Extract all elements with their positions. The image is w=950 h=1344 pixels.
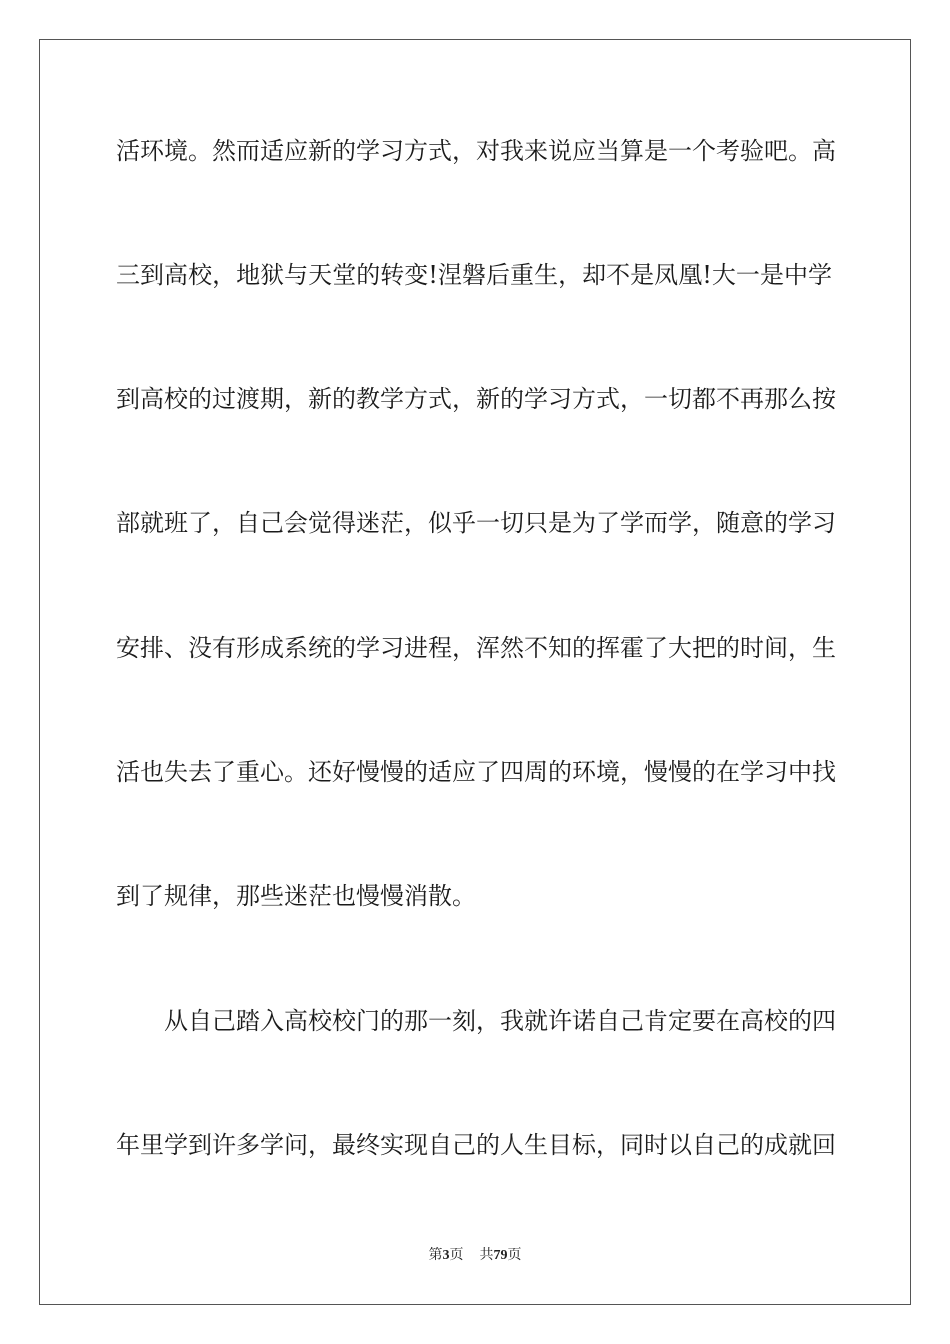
page-suffix: 页	[449, 1247, 464, 1263]
body-text-line-9: 年里学到许多学问，最终实现自己的人生目标，同时以自己的成就回	[116, 1131, 836, 1159]
total-prefix: 共	[479, 1247, 494, 1263]
body-text-line-3: 到高校的过渡期，新的教学方式，新的学习方式，一切都不再那么按	[116, 385, 836, 413]
page-prefix: 第	[428, 1247, 443, 1263]
total-suffix: 页	[507, 1247, 522, 1263]
body-text-line-2: 三到高校，地狱与天堂的转变!涅磐后重生，却不是凤凰!大一是中学	[116, 261, 832, 289]
page-number: 3	[442, 1248, 450, 1263]
body-text-line-4: 部就班了，自己会觉得迷茫，似乎一切只是为了学而学，随意的学习	[116, 509, 836, 537]
page-footer	[0, 1245, 950, 1266]
body-text-line-7: 到了规律，那些迷茫也慢慢消散。	[116, 882, 476, 910]
body-text-line-1: 活环境。然而适应新的学习方式，对我来说应当算是一个考验吧。高	[116, 137, 836, 165]
page-border	[39, 39, 911, 1305]
body-text-line-6: 活也失去了重心。还好慢慢的适应了四周的环境，慢慢的在学习中找	[116, 758, 836, 786]
total-pages: 79	[493, 1248, 508, 1263]
body-text-line-8: 从自己踏入高校校门的那一刻，我就许诺自己肯定要在高校的四	[164, 1007, 836, 1035]
body-text-line-5: 安排、没有形成系统的学习进程，浑然不知的挥霍了大把的时间，生	[116, 634, 836, 662]
